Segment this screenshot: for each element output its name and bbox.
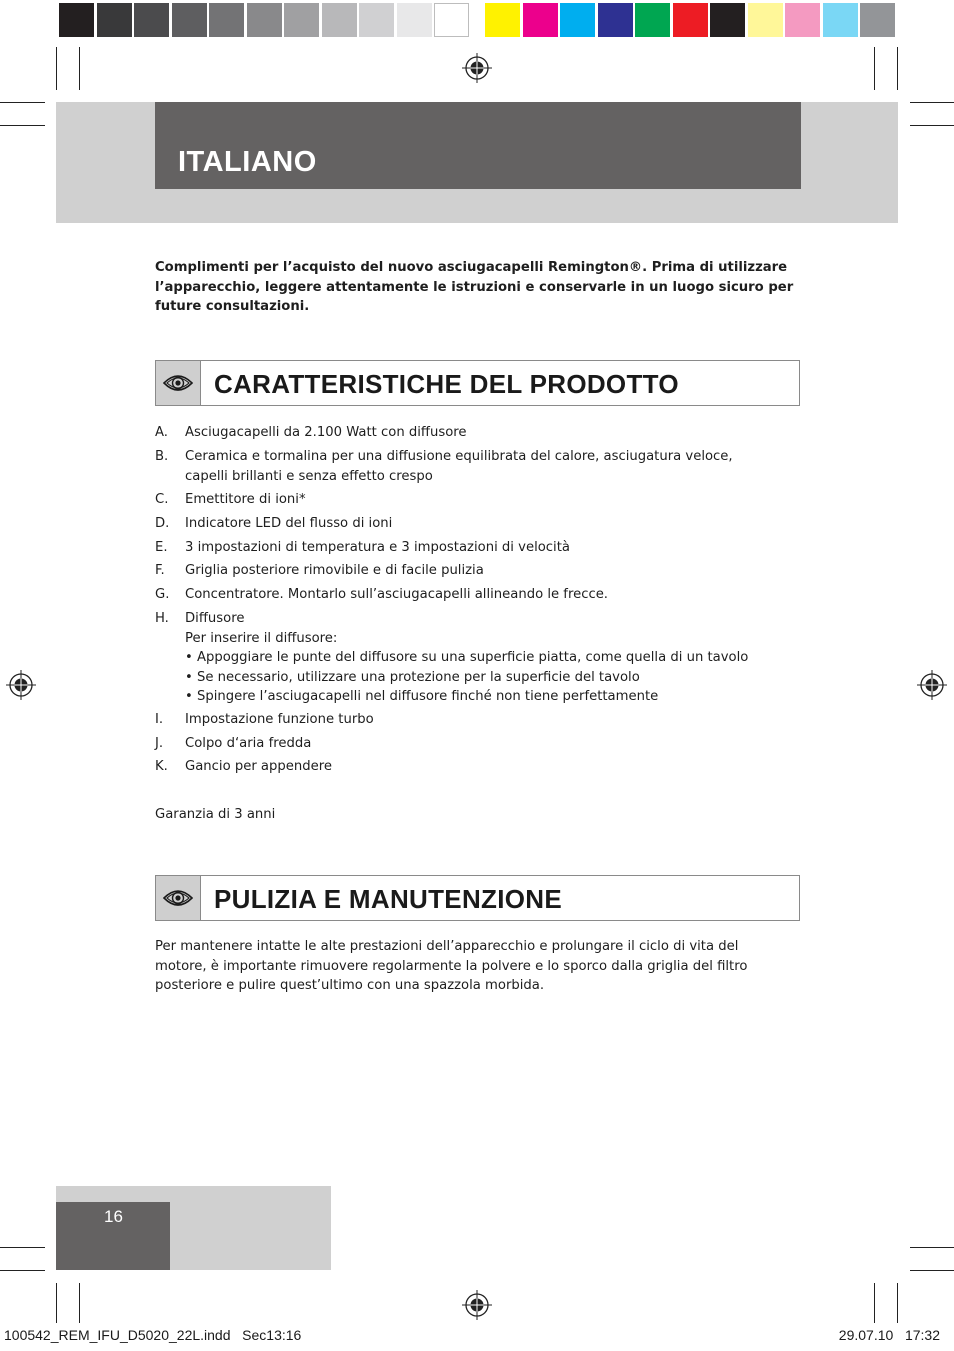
- color-swatch: [134, 3, 169, 37]
- crop-mark: [0, 102, 45, 103]
- section-icon-box: [156, 876, 201, 920]
- date-slug: 29.07.10 17:32: [838, 1327, 940, 1343]
- crop-mark: [56, 47, 57, 90]
- registration-mark-icon: [917, 670, 947, 700]
- color-swatch: [247, 3, 282, 37]
- feature-text: Ceramica e tormalina per una diffusione equilibrata del calore, asciugatura veloce, capelli brillanti e senza effetto crespo: [185, 449, 733, 484]
- color-swatch: [635, 3, 670, 37]
- crop-mark: [79, 47, 80, 90]
- color-swatch: [97, 3, 132, 37]
- feature-text: Gancio per appendere: [185, 759, 332, 774]
- feature-letter: B.: [155, 449, 169, 464]
- crop-mark: [0, 125, 45, 126]
- feature-text: Emettitore di ioni*: [185, 492, 306, 507]
- color-swatch: [209, 3, 244, 37]
- section-title: PULIZIA E MANUTENZIONE: [214, 884, 562, 914]
- color-swatch: [748, 3, 783, 37]
- crop-mark: [910, 125, 954, 126]
- feature-letter: D.: [155, 516, 170, 531]
- crop-mark: [874, 1283, 875, 1323]
- crop-mark: [910, 1270, 954, 1271]
- section-header-features: [155, 360, 800, 406]
- feature-text: Impostazione funzione turbo: [185, 712, 374, 727]
- feature-text: Asciugacapelli da 2.100 Watt con diffusore: [185, 425, 467, 440]
- color-swatch: [710, 3, 745, 37]
- file-slug: 100542_REM_IFU_D5020_22L.indd Sec13:16: [4, 1327, 302, 1343]
- feature-letter: E.: [155, 540, 168, 555]
- section-header-cleaning: [155, 875, 800, 921]
- color-swatch: [172, 3, 207, 37]
- feature-letter: F.: [155, 563, 165, 578]
- feature-letter: K.: [155, 759, 168, 774]
- registration-mark-icon: [462, 53, 492, 83]
- crop-mark: [79, 1283, 80, 1323]
- registration-mark-icon: [462, 1290, 492, 1320]
- page-title: ITALIANO: [178, 146, 317, 178]
- feature-text: Colpo d‘aria fredda: [185, 736, 312, 751]
- color-swatch: [785, 3, 820, 37]
- cleaning-paragraph: Per mantenere intatte le alte prestazioni dell’apparecchio e prolungare il ciclo di vita del motore, è importante rimuovere regolarmente la polvere e lo sporco dalla griglia del filtro posteriore e pulire quest’ultimo con una spazzola morbida.: [155, 939, 748, 993]
- registration-mark-icon: [6, 670, 36, 700]
- color-swatch: [598, 3, 633, 37]
- feature-text: 3 impostazioni di temperatura e 3 impostazioni di velocità: [185, 540, 570, 555]
- crop-mark: [897, 47, 898, 90]
- color-swatch: [434, 3, 469, 37]
- color-swatch: [560, 3, 595, 37]
- feature-bullet: • Appoggiare le punte del diffusore su una superficie piatta, come quella di un tavolo: [185, 650, 749, 665]
- crop-mark: [0, 1247, 45, 1248]
- feature-letter: A.: [155, 425, 168, 440]
- intro-paragraph: Complimenti per l’acquisto del nuovo asciugacapelli Remington®. Prima di utilizzare l’apparecchio, leggere attentamente le istruzioni e conservarle in un luogo sicuro per future consultazioni.: [155, 260, 794, 314]
- eye-icon: [163, 371, 193, 395]
- color-swatch: [59, 3, 94, 37]
- feature-text: [185, 609, 805, 707]
- feature-letter: H.: [155, 611, 169, 626]
- feature-letter: G.: [155, 587, 170, 602]
- color-swatch: [860, 3, 895, 37]
- color-swatch: [359, 3, 394, 37]
- color-swatch: [322, 3, 357, 37]
- feature-title: Diffusore: [185, 611, 245, 626]
- page-number: 16: [104, 1207, 123, 1226]
- color-swatch: [673, 3, 708, 37]
- feature-text: Indicatore LED del flusso di ioni: [185, 516, 393, 531]
- eye-icon: [163, 886, 193, 910]
- feature-text: Griglia posteriore rimovibile e di facile pulizia: [185, 563, 484, 578]
- crop-mark: [897, 1283, 898, 1323]
- crop-mark: [910, 1247, 954, 1248]
- section-icon-box: [156, 361, 201, 405]
- color-swatch: [284, 3, 319, 37]
- color-swatch: [523, 3, 558, 37]
- section-title: CARATTERISTICHE DEL PRODOTTO: [214, 369, 679, 399]
- feature-letter: I.: [155, 712, 164, 727]
- color-swatch: [823, 3, 858, 37]
- feature-bullet: • Spingere l’asciugacapelli nel diffusore finché non tiene perfettamente: [185, 689, 659, 704]
- feature-subtitle: Per inserire il diffusore:: [185, 630, 338, 646]
- color-swatch: [485, 3, 520, 37]
- feature-bullet: • Se necessario, utilizzare una protezione per la superficie del tavolo: [185, 669, 640, 685]
- crop-mark: [910, 102, 954, 103]
- crop-mark: [874, 47, 875, 90]
- feature-letter: J.: [155, 736, 164, 751]
- crop-mark: [0, 1270, 45, 1271]
- warranty-text: Garanzia di 3 anni: [155, 807, 276, 822]
- crop-mark: [56, 1283, 57, 1323]
- feature-text: Concentratore. Montarlo sull’asciugacapelli allineando le frecce.: [185, 587, 609, 602]
- color-swatch: [397, 3, 432, 37]
- feature-letter: C.: [155, 492, 169, 507]
